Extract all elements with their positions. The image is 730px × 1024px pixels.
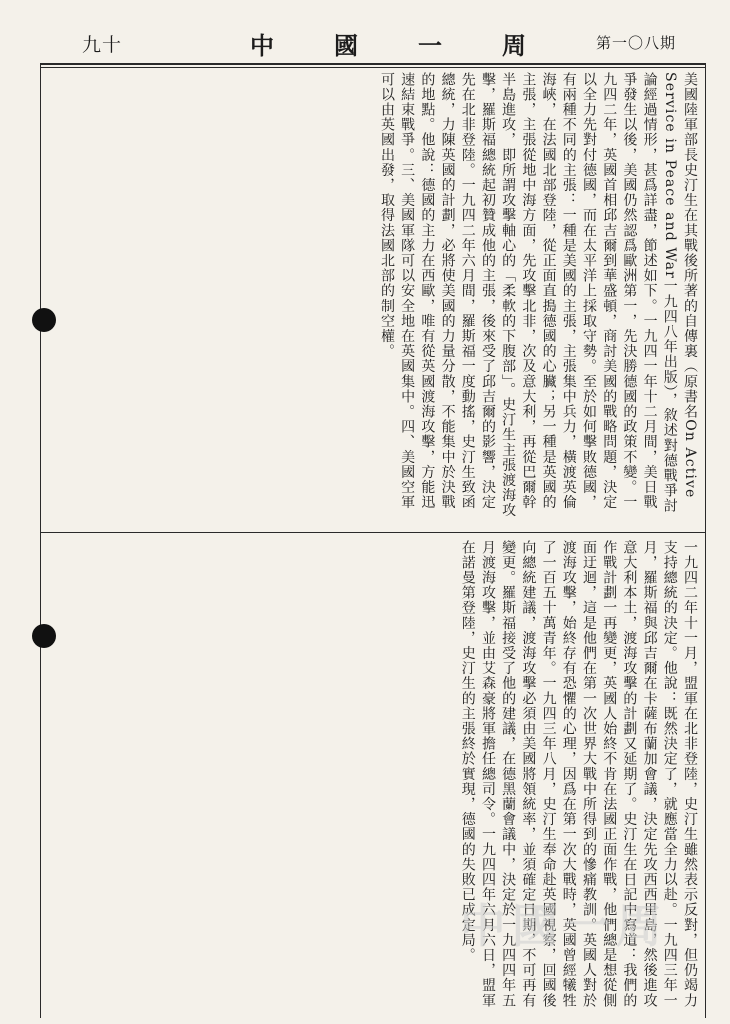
issue-number: 第一〇八期 [596, 34, 677, 52]
page-header [0, 0, 730, 64]
watermark: 中國一周 [460, 899, 668, 953]
binding-hole-icon [32, 308, 56, 332]
bottom-paragraph: 一九四二年十一月，盟軍在北非登陸，史汀生雖然表示反對，但仍竭力支持總統的決定。他說：既然決定了，就應當全力以赴。一九四三年一月，羅斯福與邱吉爾在卡薩布蘭加會議，決定先攻西西里島，然後進攻意大利本土，渡海攻擊的計劃又延期了。史汀生在日記中寫道：我們的作戰計劃一再變更，英國人始終不肯在法國正面作戰，他們總是想從側面迂迴，這是他們在第一次世界大戰中所得到的慘痛教訓。英國人對於渡海攻擊，始終存有恐懼的心理，因爲在第一次大戰時，英國曾經犧牲了一百五十萬青年。一九四三年八月，史汀生奉命赴英國視察，回國後向總統建議，渡海攻擊必須由美國將領統率，並須確定日期，不可再有變更。羅斯福接受了他的建議，在德黑蘭會議中，決定於一九四四年五月渡海攻擊，並由艾森豪將軍擔任總司令。一九四四年六月六日，盟軍在諾曼第登陸，史汀生的主張終於實現，德國的失敗已成定局。 [459, 540, 698, 1009]
header-rule [40, 63, 705, 65]
frame-right-rule [705, 63, 706, 1018]
masthead-title: 中國一周 [250, 31, 586, 60]
page-number: 九十 [82, 34, 123, 56]
binding-hole-icon [32, 624, 56, 648]
top-paragraph: 美國陸軍部長史汀生在其戰後所著的自傳裏（原書名On Active Service in Peace and War一九四八年出版），敘述對德戰爭討論經過情形，甚爲詳盡，節述如下。一九四一年十二月間，美日戰爭發生以後，美國仍然認爲歐洲第一，先決勝德國的政策不變。一九四二年，英國首相邱吉爾到華盛頓，商討美國的戰略問題，決定以全力先對付德國，而在太平洋上採取守勢。至於如何擊敗德國，有兩種不同的主張：一種是美國的主張，主張集中兵力，橫渡英倫海峽，在法國北部登陸，從正面直搗德國的心臟；另一種是英國的主張，主張從地中海方面，先攻擊北非，次及意大利，再從巴爾幹半島進攻，即所謂攻擊軸心的「柔軟的下腹部」。史汀生主張渡海攻擊，羅斯福總統起初贊成他的主張，後來受了邱吉爾的影響，決定先在北非登陸。一九四二年六月間，羅斯福一度動搖，史汀生致函總統，力陳英國的計劃，必將使美國的力量分散，不能集中於決戰的地點。他說：德國的主力在西歐，唯有從英國渡海攻擊，方能迅速結束戰爭。三、美國軍隊可以安全地在英國集中。四、美國空軍可以由英國出發，取得法國北部的制空權。 [378, 72, 698, 518]
header-rule-thin [40, 67, 705, 68]
frame-left-rule [40, 63, 41, 1018]
top-article-text [50, 72, 700, 524]
section-divider [40, 532, 705, 533]
